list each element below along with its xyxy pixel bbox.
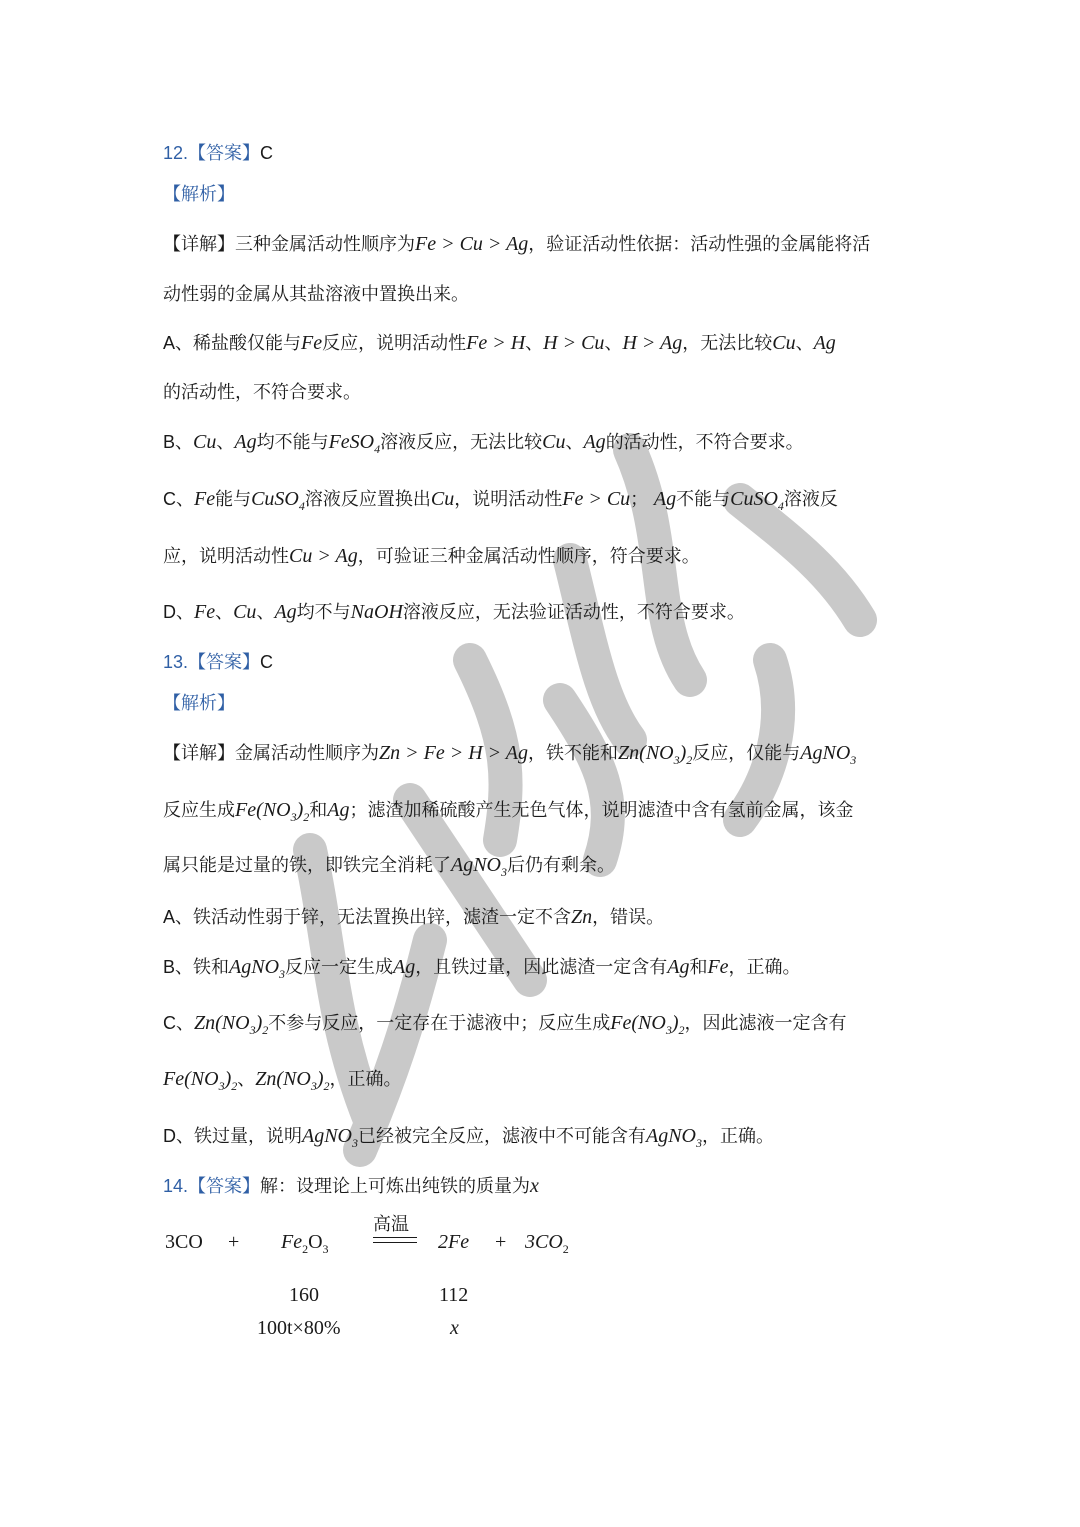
q13-detail-text: 和 bbox=[309, 800, 328, 821]
formula: $Fe(NO_3)_2$ bbox=[610, 1012, 685, 1037]
formula: Fe bbox=[707, 956, 729, 978]
option-label: C、 bbox=[163, 489, 194, 509]
formula: Cu > Ag bbox=[289, 545, 358, 567]
eq-double-line-top bbox=[373, 1237, 417, 1238]
eq-unknown-x: x bbox=[450, 1317, 459, 1339]
q14-answer-tag: 【答案】 bbox=[188, 1176, 261, 1197]
option-text: 已经被完全反应，滤液中不可能含有 bbox=[358, 1126, 646, 1147]
formula: $Zn(NO_3)_2$ bbox=[618, 742, 693, 767]
q13-detail-line-1 bbox=[163, 741, 856, 772]
q13-answer-line bbox=[163, 650, 273, 675]
q14-answer-line bbox=[163, 1174, 539, 1199]
q13-answer-tag: 【答案】 bbox=[188, 652, 261, 673]
eq-product-1: 2Fe bbox=[438, 1231, 470, 1253]
q13-detail-text: ；滤渣加稀硫酸产生无色气体，说明滤渣中含有氢前金属，该金 bbox=[349, 800, 854, 821]
option-text: 的活动性，不符合要求。 bbox=[605, 432, 804, 453]
q13-detail-line-3 bbox=[163, 853, 615, 884]
formula: $Zn(NO_3)_2$ bbox=[255, 1068, 330, 1093]
q12-activity-order: Fe > Cu > Ag bbox=[415, 233, 529, 255]
option-text: 不能与 bbox=[676, 489, 731, 510]
formula: AgNO$_3$ bbox=[451, 854, 507, 879]
option-text: ，因此滤液一定含有 bbox=[684, 1013, 847, 1034]
formula: Cu bbox=[772, 332, 796, 354]
q12-number: 12. bbox=[163, 143, 189, 163]
q13-number: 13. bbox=[163, 652, 189, 672]
q12-option-a-line-2: 的活动性，不符合要求。 bbox=[163, 382, 361, 403]
formula: Ag bbox=[327, 799, 350, 821]
option-text: 、 bbox=[237, 1069, 256, 1090]
option-text: 均不与 bbox=[296, 602, 351, 623]
formula: AgNO$_3$ bbox=[229, 956, 286, 981]
formula: Ag bbox=[583, 431, 606, 453]
q12-detail-text: ，验证活动性依据：活动性强的金属能将活 bbox=[528, 234, 871, 255]
q12-option-c-line-2 bbox=[163, 544, 700, 569]
option-text: 反应一定生成 bbox=[285, 957, 394, 978]
option-text: 不参与反应，一定存在于滤液中；反应生成 bbox=[268, 1013, 611, 1034]
q12-answer-line bbox=[163, 141, 273, 166]
formula: Ag bbox=[813, 332, 836, 354]
formula: H > Ag bbox=[622, 332, 683, 354]
formula: Ag bbox=[234, 431, 257, 453]
option-label: B、 bbox=[163, 432, 194, 452]
eq-given-mass: 100t×80% bbox=[257, 1317, 341, 1339]
formula: AgNO$_3$ bbox=[302, 1125, 358, 1150]
q13-option-a bbox=[163, 905, 664, 930]
eq-plus-2: + bbox=[495, 1231, 507, 1253]
formula: Zn > Fe > H > Ag bbox=[379, 742, 529, 764]
formula: Fe bbox=[194, 488, 216, 510]
formula: Cu bbox=[430, 488, 455, 510]
option-text: ，说明活动性 bbox=[454, 489, 563, 510]
option-label: D、 bbox=[163, 1126, 194, 1146]
q13-detail-text: 后仍有剩余。 bbox=[507, 855, 615, 876]
option-text: ，错误。 bbox=[592, 907, 665, 928]
formula: Cu bbox=[233, 601, 257, 623]
formula: Ag bbox=[667, 956, 690, 978]
option-text: 铁过量，说明 bbox=[194, 1126, 302, 1147]
formula: Fe > H bbox=[466, 332, 526, 354]
option-text: ，正确。 bbox=[728, 957, 801, 978]
option-text: ，正确。 bbox=[702, 1126, 774, 1147]
q12-answer-tag: 【答案】 bbox=[188, 143, 261, 164]
q13-detail-text: 金属活动性顺序为 bbox=[235, 743, 379, 764]
q13-option-c-line-1 bbox=[163, 1011, 847, 1042]
eq-product-2: $3CO_2$ bbox=[525, 1231, 569, 1256]
option-text: ，无法比较 bbox=[682, 333, 773, 354]
option-label: C、 bbox=[163, 1013, 194, 1033]
formula: CuSO$_4$ bbox=[730, 488, 784, 513]
formula: AgNO$_3$ bbox=[646, 1125, 702, 1150]
q13-detail-text: ，铁不能和 bbox=[528, 743, 619, 764]
formula: Fe > Cu bbox=[562, 488, 631, 510]
eq-mass-fe2o3: 160 bbox=[289, 1284, 319, 1306]
formula: $Fe(NO_3)_2$ bbox=[235, 799, 310, 824]
formula: CuSO$_4$ bbox=[251, 488, 305, 513]
eq-reactant-2: $Fe_2O_3$ bbox=[281, 1231, 329, 1256]
q14-number: 14. bbox=[163, 1176, 189, 1196]
option-text: 溶液反 bbox=[783, 489, 838, 510]
option-text: 均不能与 bbox=[256, 432, 329, 453]
eq-plus-1: + bbox=[228, 1231, 240, 1253]
formula: Zn bbox=[571, 906, 593, 928]
option-text: 溶液反应，无法验证活动性，不符合要求。 bbox=[402, 602, 745, 623]
option-label: A、 bbox=[163, 907, 194, 927]
eq-condition: 高温 bbox=[373, 1214, 409, 1235]
option-text: 铁和 bbox=[193, 957, 230, 978]
q12-option-b: B、Cu、Ag均不能与FeSO$_4$溶液反应，无法比较Cu、Ag的活动性，不符合要求。 bbox=[163, 431, 804, 456]
q13-detail-text: 属只能是过量的铁，即铁完全消耗了 bbox=[163, 855, 451, 876]
q13-detail-line-2 bbox=[163, 798, 853, 829]
formula: Ag bbox=[653, 488, 677, 510]
q14-answer-text: 解：设理论上可炼出纯铁的质量为 bbox=[260, 1176, 531, 1197]
formula: AgNO$_3$ bbox=[800, 742, 857, 767]
formula: Ag bbox=[393, 956, 416, 978]
q13-detail-text: 反应，仅能与 bbox=[692, 743, 801, 764]
eq-mass-fe: 112 bbox=[439, 1284, 469, 1306]
option-label: A、 bbox=[163, 333, 194, 353]
q12-option-d: D、Fe、Cu、Ag均不与NaOH溶液反应，无法验证活动性，不符合要求。 bbox=[163, 601, 745, 623]
q12-detail-text: 三种金属活动性顺序为 bbox=[235, 234, 415, 255]
q12-analysis-tag: 【解析】 bbox=[163, 184, 235, 205]
q13-detail-text: 反应生成 bbox=[163, 800, 235, 821]
option-text: 和 bbox=[689, 957, 708, 978]
option-text: 溶液反应置换出 bbox=[304, 489, 431, 510]
formula: Fe bbox=[301, 332, 323, 354]
option-text: 反应，说明活动性 bbox=[322, 333, 467, 354]
option-text: 能与 bbox=[215, 489, 252, 510]
eq-double-line-bottom bbox=[373, 1242, 417, 1243]
q13-detail-tag: 【详解】 bbox=[163, 743, 235, 764]
option-label: B、 bbox=[163, 957, 194, 977]
formula: H > Cu bbox=[543, 332, 605, 354]
formula: Cu bbox=[542, 431, 566, 453]
q12-answer: C bbox=[260, 143, 274, 163]
q12-option-a-line-1: A、稀盐酸仅能与Fe反应，说明活动性Fe > H、H > Cu、H > Ag，无法比较Cu、Ag bbox=[163, 332, 836, 354]
option-text: 应，说明活动性 bbox=[163, 546, 289, 567]
formula: Ag bbox=[274, 601, 297, 623]
eq-reactant-1: 3CO bbox=[165, 1231, 203, 1253]
q12-detail-line-1 bbox=[163, 232, 870, 257]
q13-option-b bbox=[163, 955, 801, 986]
option-text: 溶液反应，无法比较 bbox=[380, 432, 543, 453]
q13-answer: C bbox=[260, 652, 274, 672]
formula: NaOH bbox=[350, 601, 403, 623]
q12-detail-tag: 【详解】 bbox=[163, 234, 235, 255]
formula: FeSO$_4$ bbox=[328, 431, 381, 456]
q13-analysis-tag: 【解析】 bbox=[163, 693, 235, 714]
option-text: ，且铁过量，因此滤渣一定含有 bbox=[415, 957, 668, 978]
q13-option-d bbox=[163, 1124, 774, 1155]
option-text: ，正确。 bbox=[329, 1069, 402, 1090]
option-text: 稀盐酸仅能与 bbox=[193, 333, 302, 354]
option-text: ，可验证三种金属活动性顺序，符合要求。 bbox=[357, 546, 700, 567]
q13-option-c-line-2 bbox=[163, 1067, 402, 1098]
formula: $Zn(NO_3)_2$ bbox=[194, 1012, 269, 1037]
formula: Fe bbox=[194, 601, 216, 623]
formula: x bbox=[530, 1175, 539, 1197]
q12-option-c-line-1: C、Fe能与CuSO$_4$溶液反应置换出Cu，说明活动性Fe > Cu； Ag不能与CuSO$_4$溶液反 bbox=[163, 488, 838, 513]
q12-detail-line-2: 动性弱的金属从其盐溶液中置换出来。 bbox=[163, 284, 469, 305]
option-text: 铁活动性弱于锌，无法置换出锌，滤渣一定不含 bbox=[193, 907, 572, 928]
formula: Cu bbox=[193, 431, 217, 453]
option-label: D、 bbox=[163, 602, 194, 622]
formula: $Fe(NO_3)_2$ bbox=[163, 1068, 238, 1093]
